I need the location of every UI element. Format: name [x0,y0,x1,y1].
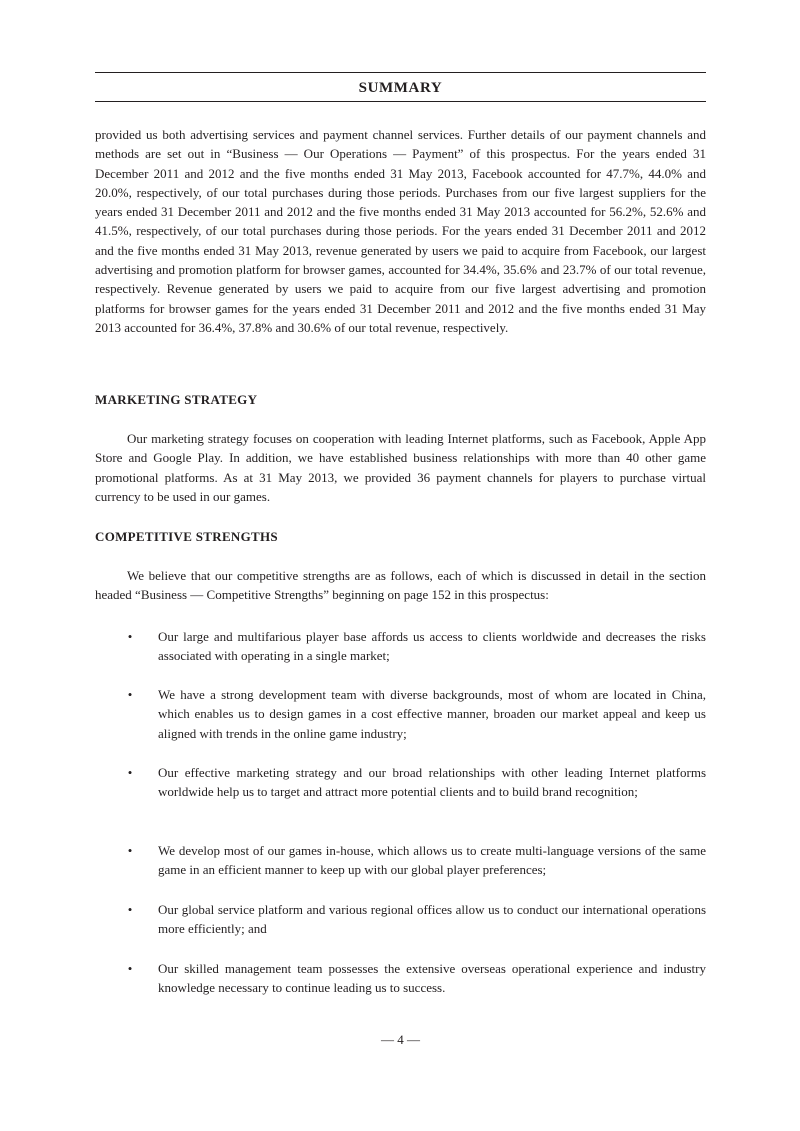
bullet-icon: • [127,961,133,976]
bullet-icon: • [127,629,133,644]
list-item-text: We develop most of our games in-house, which allows us to create multi-language versions of the same game in an efficient manner to keep up with our global player preferences; [158,843,706,878]
bullet-icon: • [127,902,133,917]
marketing-strategy-heading: MARKETING STRATEGY [95,392,258,407]
competitive-strengths-intro: We believe that our competitive strengths are as follows, each of which is discussed in detail in the section headed “Business — Competitive Strengths” beginning on page 152 in this prospectus: [95,568,706,603]
list-item-text: We have a strong development team with diverse backgrounds, most of whom are located in China, which enables us to design games in a cost effective manner, broaden our market appeal and keep us aligned with trends in the online game industry; [158,687,706,741]
competitive-strengths-heading: COMPETITIVE STRENGTHS [95,529,278,544]
bullet-icon: • [127,687,133,702]
page-number: — 4 — [381,1032,420,1047]
header-top-rule [95,72,706,73]
list-item-text: Our skilled management team possesses the extensive overseas operational experience and industry knowledge necessary to continue leading us to success. [158,961,706,996]
list-item-text: Our large and multifarious player base affords us access to clients worldwide and decreases the risks associated with operating in a single market; [158,629,706,664]
header-bottom-rule [95,101,706,102]
bullet-icon: • [127,765,133,780]
list-item-text: Our effective marketing strategy and our broad relationships with other leading Internet platforms worldwide help us to target and attract more potential clients and to build brand recognition; [158,765,706,800]
page-title: SUMMARY [358,80,443,96]
marketing-strategy-paragraph: Our marketing strategy focuses on cooperation with leading Internet platforms, such as Facebook, Apple App Store and Google Play. In addition, we have established business relationships with more than 40 other game promotional platforms. As at 31 May 2013, we provided 36 payment channels for players to purchase virtual currency to be used in our games. [95,431,706,504]
intro-paragraph: provided us both advertising services and payment channel services. Further details of our payment channels and methods are set out in “Business — Our Operations — Payment” of this prospectus. For the years ended 31 December 2011 and 2012 and the five months ended 31 May 2013, Facebook accounted for 47.7%, 44.0% and 20.0%, respectively, of our total purchases during those periods. Purchases from our five largest suppliers for the years ended 31 December 2011 and 2012 and the five months ended 31 May 2013 accounted for 56.2%, 52.6% and 41.5%, respectively, of our total purchases during those periods. For the years ended 31 December 2011 and 2012 and the five months ended 31 May 2013, revenue generated by users we paid to acquire from Facebook, our largest advertising and promotion platform for browser games, accounted for 34.4%, 35.6% and 23.7% of our total revenue, respectively. Revenue generated by users we paid to acquire from our five largest advertising and promotion platforms for browser games for the years ended 31 December 2011 and 2012 and the five months ended 31 May 2013 accounted for 36.4%, 37.8% and 30.6% of our total revenue, respectively. [95,127,706,335]
bullet-icon: • [127,843,133,858]
list-item-text: Our global service platform and various regional offices allow us to conduct our international operations more efficiently; and [158,902,706,937]
